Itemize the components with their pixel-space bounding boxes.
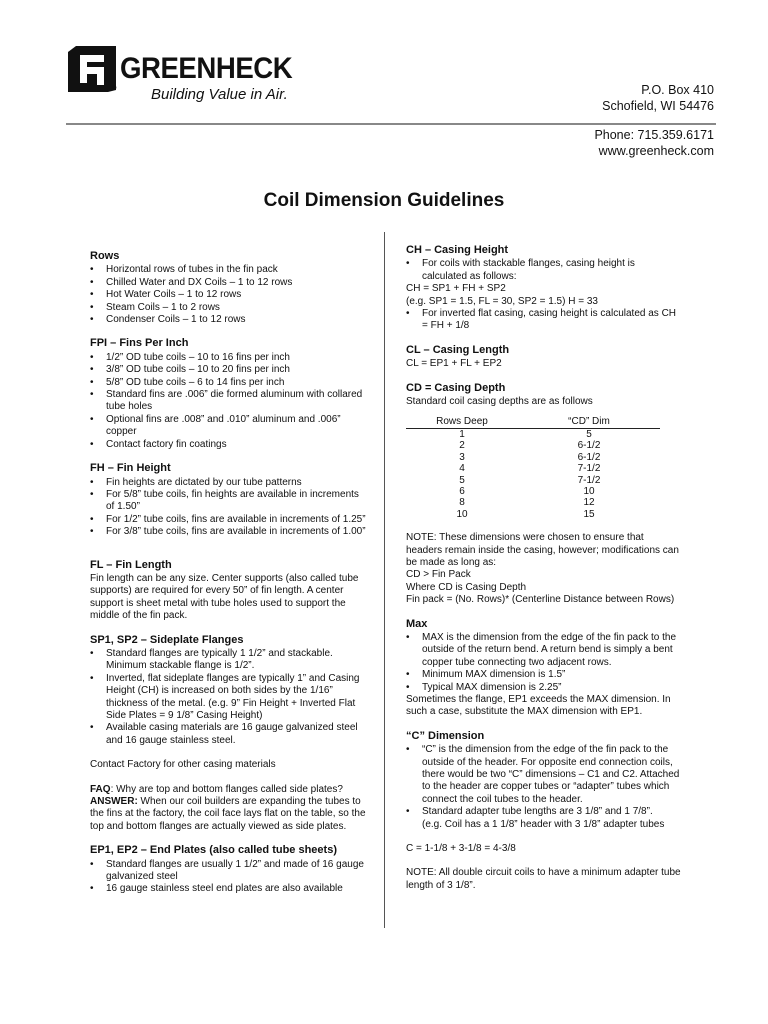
fin-height-heading: FH – Fin Height — [90, 462, 171, 475]
list-item: • Steam Coils – 1 to 2 rows — [90, 302, 370, 314]
list-item: • Standard fins are .006” die formed aluminum with collared tube holes — [90, 389, 370, 414]
header-rule — [66, 123, 716, 125]
greenheck-logo-mark — [68, 46, 116, 92]
rows-heading: Rows — [90, 250, 120, 262]
table-row — [406, 497, 660, 508]
greenheck-logo — [68, 46, 308, 106]
end-plates-list — [90, 859, 370, 896]
table-row — [406, 463, 660, 474]
logo-tagline: Building Value in Air. — [151, 86, 288, 103]
table-row — [406, 509, 660, 520]
casing-height-list — [406, 258, 681, 283]
list-item: • Optional fins are .008” and .010” aluminum and .006” copper — [90, 414, 370, 439]
max-list — [406, 632, 681, 694]
page-title: Coil Dimension Guidelines — [263, 190, 505, 211]
casing-depth-heading: CD = Casing Depth — [406, 381, 506, 394]
answer-label: ANSWER: — [90, 796, 138, 808]
list-item: • For 1/2” tube coils, fins are available in increments of 1.25” — [90, 514, 370, 526]
answer-body: When our coil builders are expanding the tubes to the fins at the factory, the coil face lays flat on the table, so the top and bottom flanges are actually viewed as side plates. — [90, 796, 366, 832]
end-plates-heading: EP1, EP2 – End Plates (also called tube sheets) — [90, 844, 337, 857]
table-row — [406, 452, 660, 463]
rows-cell: 10 — [456, 508, 468, 520]
table-header-rows-deep: Rows Deep — [406, 416, 518, 428]
website-link[interactable]: www.greenheck.com — [598, 144, 714, 158]
fin-length-text: Fin length can be any size. Center supports (also called tube supports) are required for every 50” of fin length. A center support is sheet metal with tube holes used to support the middle of the fin pack. — [90, 572, 359, 622]
dim-cell: 6-1/2 — [577, 451, 601, 463]
rows-cell: 5 — [459, 474, 465, 486]
casing-length-section — [406, 344, 681, 371]
rows-cell: 1 — [459, 428, 465, 440]
sideplate-list — [90, 648, 370, 747]
casing-height-section — [406, 244, 681, 333]
sideplate-section — [90, 634, 370, 834]
registered-mark: ® — [112, 86, 117, 92]
c-dimension-example: (e.g. Coil has a 1 1/8” header with 3 1/8” adapter tubes — [422, 818, 665, 830]
list-item: • 5/8” OD tube coils – 6 to 14 fins per inch — [90, 377, 370, 389]
dim-cell: 6-1/2 — [577, 440, 601, 452]
table-header-cd-dim: “CD” Dim — [518, 416, 660, 428]
fin-height-section — [90, 462, 370, 538]
sideplate-heading: SP1, SP2 – Sideplate Flanges — [90, 633, 244, 646]
faq-text — [90, 784, 370, 796]
casing-height-list-2 — [406, 308, 681, 333]
list-item: • 16 gauge stainless steel end plates are also available — [90, 883, 370, 895]
casing-depth-section — [406, 382, 681, 607]
list-item: • 1/2” OD tube coils – 10 to 16 fins per inch — [90, 352, 370, 364]
list-item: • Horizontal rows of tubes in the fin pack — [90, 264, 370, 276]
rows-cell: 2 — [459, 440, 465, 452]
list-item: • Hot Water Coils – 1 to 12 rows — [90, 289, 370, 301]
rows-cell: 3 — [459, 451, 465, 463]
list-item: • For inverted flat casing, casing height is calculated as CH = FH + 1/8 — [406, 308, 681, 333]
list-item: • Minimum MAX dimension is 1.5” — [406, 669, 681, 681]
rows-list — [90, 264, 370, 326]
list-item: • Standard flanges are usually 1 1/2” and made of 16 gauge galvanized steel — [90, 859, 370, 884]
casing-height-example: (e.g. SP1 = 1.5, FL = 30, SP2 = 1.5) H = 33 — [406, 295, 598, 307]
max-heading: Max — [406, 617, 428, 630]
c-dimension-section — [406, 730, 681, 892]
list-item: • 3/8” OD tube coils – 10 to 20 fins per inch — [90, 364, 370, 376]
fpi-list — [90, 352, 370, 451]
column-divider — [384, 232, 385, 928]
list-item: • MAX is the dimension from the edge of the fin pack to the outside of the return bend. A return bend is simply a bent copper tube connecting two adjacent rows. — [406, 632, 681, 669]
list-item: • Chilled Water and DX Coils – 1 to 12 rows — [90, 277, 370, 289]
dim-cell: 12 — [583, 497, 595, 509]
c-dimension-note: NOTE: All double circuit coils to have a minimum adapter tube length of 3 1/8”. — [406, 867, 681, 891]
list-item: • For 5/8” tube coils, fin heights are available in increments of 1.50” — [90, 489, 370, 514]
list-item: • Inverted, flat sideplate flanges are typically 1” and Casing Height (CH) is increased on both sides by the 1/16” thickness of the metal. (e.g. 9” Fin Height + Inverted Flat Side Plates = 9 1/8” Casing Height) — [90, 673, 370, 723]
list-item: • Typical MAX dimension is 2.25” — [406, 682, 681, 694]
max-section — [406, 618, 681, 719]
end-plates-section — [90, 844, 370, 896]
logo-wordmark: GREENHECK — [120, 52, 293, 85]
list-item: • For 3/8” tube coils, fins are available in increments of 1.00” — [90, 526, 370, 538]
contact-info — [594, 127, 714, 159]
casing-length-formula: CL = EP1 + FL + EP2 — [406, 358, 502, 370]
dim-cell: 7-1/2 — [577, 474, 601, 486]
address-line-1: P.O. Box 410 — [641, 83, 714, 97]
list-item: • “C” is the dimension from the edge of the fin pack to the outside of the header. For opposite end connection coils, there would be two “C” dimensions – C1 and C2. Attached to the header are copper tubes or “adapter” tubes which connect the coil tubes to the header. — [406, 744, 681, 806]
table-row — [406, 486, 660, 497]
fin-length-section — [90, 559, 370, 623]
list-item: • Available casing materials are 16 gauge galvanized steel and 16 gauge stainless steel. — [90, 722, 370, 747]
list-item: • Standard flanges are typically 1 1/2” and stackable. Minimum stackable flange is 1/2”. — [90, 648, 370, 673]
dim-cell: 5 — [586, 428, 592, 440]
casing-depth-note: NOTE: These dimensions were chosen to ensure that headers remain inside the casing, however; modifications can be made as long as: — [406, 532, 679, 568]
table-row — [406, 475, 660, 486]
dim-cell: 7-1/2 — [577, 463, 601, 475]
fin-height-list — [90, 477, 370, 539]
fpi-section — [90, 337, 370, 451]
list-item: • For coils with stackable flanges, casing height is calculated as follows: — [406, 258, 681, 283]
table-row — [406, 440, 660, 451]
rows-cell: 4 — [459, 463, 465, 475]
rows-cell: 8 — [459, 497, 465, 509]
casing-depth-line-2: Where CD is Casing Depth — [406, 581, 527, 593]
casing-length-heading: CL – Casing Length — [406, 343, 510, 356]
address-line-2: Schofield, WI 54476 — [602, 99, 714, 113]
dim-cell: 15 — [583, 508, 595, 520]
max-text: Sometimes the flange, EP1 exceeds the MAX dimension. In such a case, substitute the MAX dimension with EP1. — [406, 694, 671, 718]
phone: Phone: 715.359.6171 — [594, 128, 714, 142]
faq-label: FAQ — [90, 783, 111, 795]
list-item: • Contact factory fin coatings — [90, 439, 370, 451]
answer-text — [90, 796, 370, 833]
c-dimension-heading: “C” Dimension — [406, 729, 485, 742]
list-item: • Condenser Coils – 1 to 12 rows — [90, 314, 370, 326]
list-item: • Standard adapter tube lengths are 3 1/8” and 1 7/8”. — [406, 806, 681, 818]
table-row — [406, 428, 660, 440]
contact-factory-text: Contact Factory for other casing materials — [90, 759, 276, 771]
dim-cell: 10 — [583, 485, 595, 497]
rows-section — [90, 250, 370, 326]
faq-question: : Why are top and bottom flanges called side plates? — [110, 783, 343, 795]
right-column — [406, 244, 681, 903]
list-item: • Fin heights are dictated by our tube patterns — [90, 477, 370, 489]
fpi-heading: FPI – Fins Per Inch — [90, 337, 189, 350]
casing-depth-line-1: CD > Fin Pack — [406, 569, 471, 581]
c-dimension-list — [406, 744, 681, 818]
casing-height-heading: CH – Casing Height — [406, 244, 509, 256]
casing-depth-table — [406, 416, 660, 520]
rows-cell: 6 — [459, 485, 465, 497]
left-column — [90, 250, 370, 907]
mailing-address — [602, 82, 714, 114]
casing-depth-intro: Standard coil casing depths are as follows — [406, 396, 593, 408]
fin-length-heading: FL – Fin Length — [90, 558, 172, 571]
casing-depth-line-3: Fin pack = (No. Rows)* (Centerline Distance between Rows) — [406, 594, 675, 606]
casing-height-formula: CH = SP1 + FH + SP2 — [406, 283, 506, 295]
c-dimension-formula: C = 1-1/8 + 3-1/8 = 4-3/8 — [406, 843, 516, 855]
